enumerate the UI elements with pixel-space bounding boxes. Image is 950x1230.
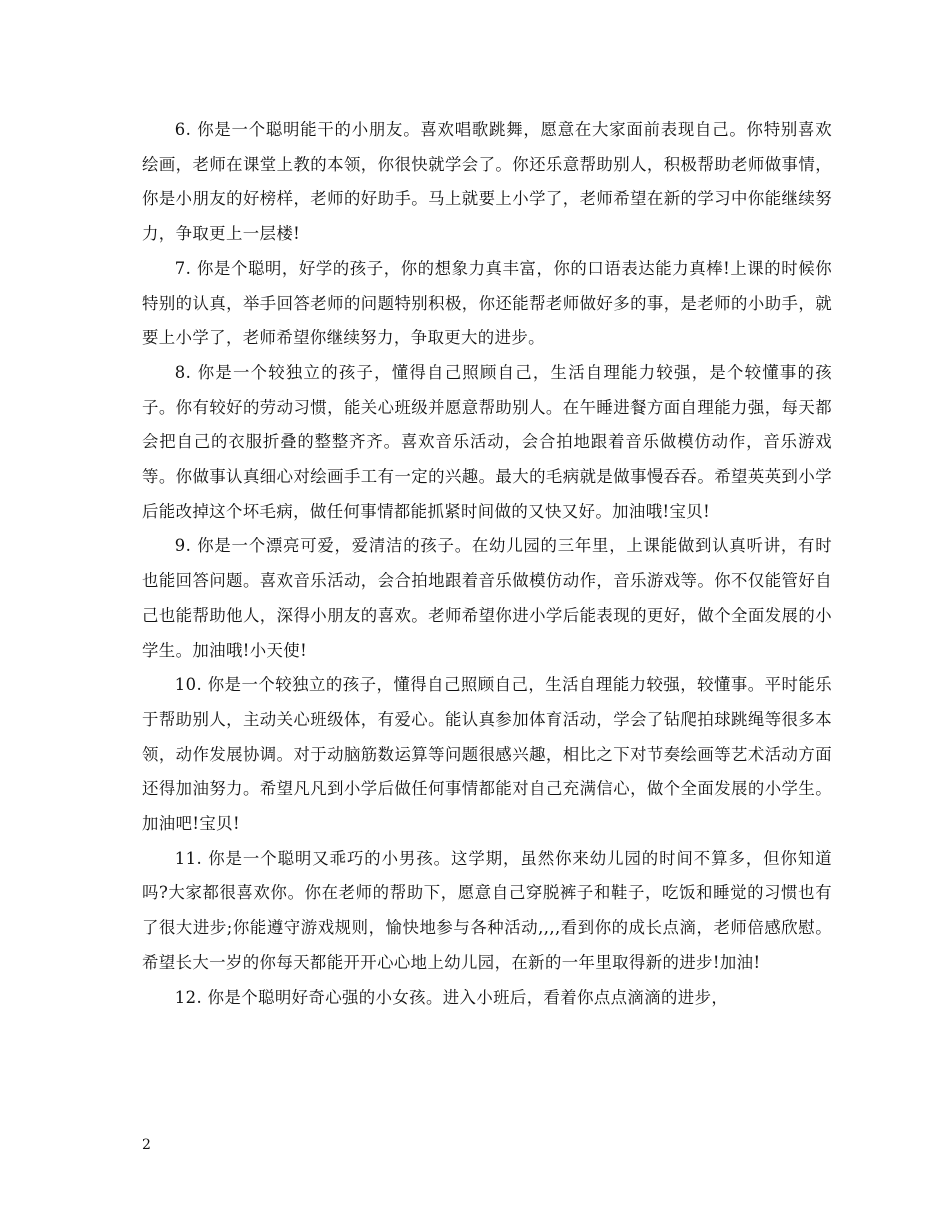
paragraph-10: 10. 你是一个较独立的孩子，懂得自己照顾自己，生活自理能力较强，较懂事。平时能乐于帮助别人，主动关心班级体，有爱心。能认真参加体育活动，学会了钻爬拍球跳绳等很多本领，动作发展协调。对于动脑筋数运算等问题很感兴趣，相比之下对节奏绘画等艺术活动方面还得加油努力。希望凡凡到小学后做任何事情都能对自己充满信心，做个全面发展的小学生。加油吧!宝贝!	[142, 675, 832, 834]
paragraph-8: 8. 你是一个较独立的孩子，懂得自己照顾自己，生活自理能力较强，是个较懂事的孩子。你有较好的劳动习惯，能关心班级并愿意帮助别人。在午睡进餐方面自理能力强，每天都会把自己的衣服折叠的整整齐齐。喜欢音乐活动，会合拍地跟着音乐做模仿动作，音乐游戏等。你做事认真细心对绘画手工有一定的兴趣。最大的毛病就是做事慢吞吞。希望英英到小学后能改掉这个坏毛病，做任何事情都能抓紧时间做的又快又好。加油哦!宝贝!	[142, 362, 832, 521]
paragraph-12: 12. 你是个聪明好奇心强的小女孩。进入小班后，看着你点点滴滴的进步，	[174, 987, 729, 1007]
paragraph-6: 6. 你是一个聪明能干的小朋友。喜欢唱歌跳舞，愿意在大家面前表现自己。你特别喜欢绘画，老师在课堂上教的本领，你很快就学会了。你还乐意帮助别人，积极帮助老师做事情，你是小朋友的好榜样，老师的好助手。马上就要上小学了，老师希望在新的学习中你能继续努力，争取更上一层楼!	[142, 120, 832, 244]
paragraph-9: 9. 你是一个漂亮可爱，爱清洁的孩子。在幼儿园的三年里，上课能做到认真听讲，有时也能回答问题。喜欢音乐活动，会合拍地跟着音乐做模仿动作，音乐游戏等。你不仅能管好自己也能帮助他人，深得小朋友的喜欢。老师希望你进小学后能表现的更好，做个全面发展的小学生。加油哦!小天使!	[142, 536, 832, 660]
paragraph-11: 11. 你是一个聪明又乖巧的小男孩。这学期，虽然你来幼儿园的时间不算多，但你知道吗?大家都很喜欢你。你在老师的帮助下，愿意自己穿脱裤子和鞋子，吃饭和睡觉的习惯也有了很大进步;你能遵守游戏规则，愉快地参与各种活动,,,,看到你的成长点滴，老师倍感欣慰。希望长大一岁的你每天都能开开心心地上幼儿园，在新的一年里取得新的进步!加油!	[142, 848, 832, 972]
paragraph-7: 7. 你是个聪明，好学的孩子，你的想象力真丰富，你的口语表达能力真棒!上课的时候你特别的认真，举手回答老师的问题特别积极，你还能帮老师做好多的事，是老师的小助手，就要上小学了，老师希望你继续努力，争取更大的进步。	[142, 258, 832, 348]
page-number: 2	[142, 1137, 151, 1153]
document-body	[142, 113, 832, 1015]
